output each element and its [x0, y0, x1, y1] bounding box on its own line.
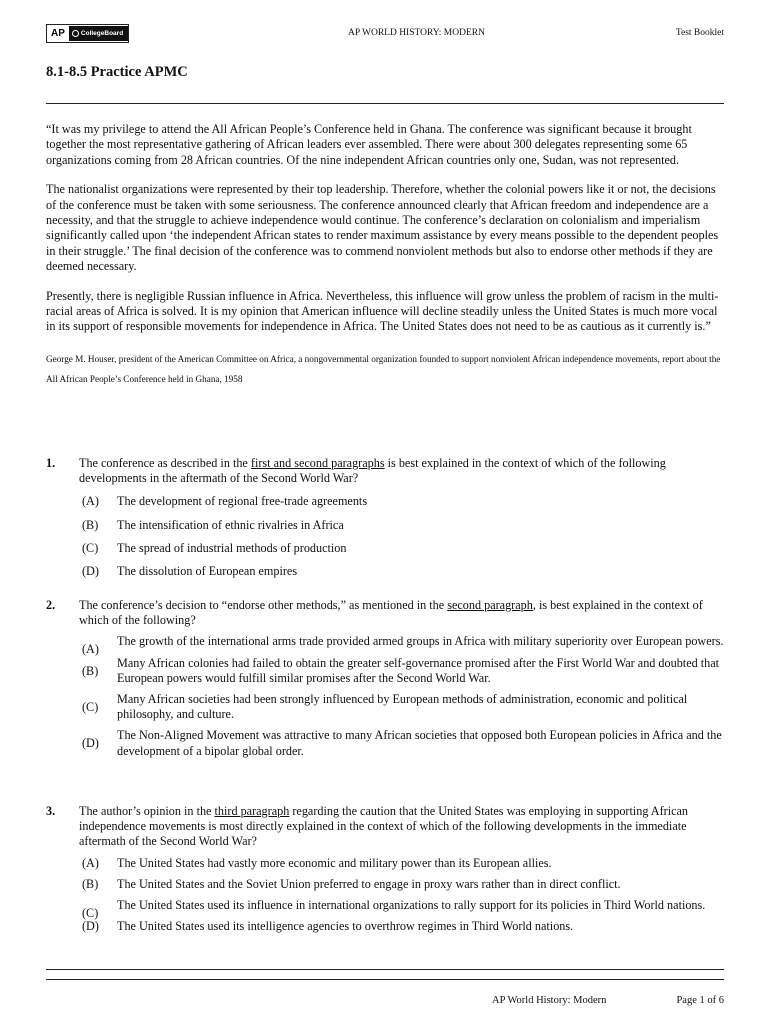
logo-ap-text: AP: [47, 26, 69, 41]
underlined-reference: second paragraph: [447, 598, 533, 612]
choice-d[interactable]: (D) The United States used its intelligence agencies to overthrow regimes in Third World nations.: [82, 919, 574, 934]
choice-b[interactable]: (B) Many African colonies had failed to obtain the greater self-governance promised after the First World War and doubted that European powers would fulfill similar promises after the Second World War.: [82, 655, 720, 685]
logo-cb-text: CollegeBoard: [80, 30, 124, 37]
underlined-reference: third paragraph: [214, 804, 290, 818]
choice-d[interactable]: (D) The Non-Aligned Movement was attractive to many African societies that opposed both European policies in Africa and the development of a bipolar global order.: [82, 728, 722, 758]
page-number: Page 1 of 6: [676, 995, 724, 1006]
choice-a[interactable]: (A) The growth of the international arms trade provided armed groups in Africa with military superiority over European powers.: [82, 634, 724, 657]
choice-c[interactable]: (C) The spread of industrial methods of production: [82, 540, 347, 555]
header-booklet: Test Booklet: [675, 28, 724, 38]
passage-paragraph-3: Presently, there is negligible Russian influence in Africa. Nevertheless, this influence will grow unless the problem of racism in the multi-racial areas of Africa is solved. It is my opinion that American influence will decline steadily unless the United States is much more vocal in its support of responsible movements for independence in Africa. The United States does not need to be as cautious as it currently is.”: [46, 288, 719, 334]
choice-b[interactable]: (B) The United States and the Soviet Union preferred to engage in proxy wars rather than in direct conflict.: [82, 876, 621, 891]
question-stem: The conference’s decision to “endorse other methods,” as mentioned in the second paragraph, is best explained in the context of which of the following?: [79, 598, 703, 628]
question-1: [46, 456, 724, 579]
question-stem: The author’s opinion in the third paragraph regarding the caution that the United States was employing in supporting African independence movements is most directly explained in the context of which of the following developments in the immediate aftermath of the Second World War?: [79, 804, 689, 849]
passage-source-citation: George M. Houser, president of the American Committee on Africa, a nongovernmental organization founded to support nonviolent African independence movements, report about the All African People’s Conference held in Ghana, 1958: [46, 353, 721, 384]
question-2: [46, 598, 724, 759]
acorn-icon: [72, 30, 79, 37]
ap-collegeboard-logo: [46, 24, 129, 43]
question-number: 1.: [46, 456, 56, 470]
footer-divider-bottom: [46, 979, 724, 980]
question-3: [46, 804, 724, 934]
question-stem: The conference as described in the first and second paragraphs is best explained in the context of which of the following developments in the aftermath of the Second World War?: [79, 456, 666, 486]
choice-a[interactable]: (A) The United States had vastly more economic and military power than its European allies.: [82, 855, 552, 870]
page-title: 8.1-8.5 Practice APMC: [46, 64, 188, 80]
page-header: [46, 24, 724, 42]
passage-paragraph-2: The nationalist organizations were represented by their top leadership. Therefore, whether the colonial powers like it or not, the decisions of the conference must be taken with some seriousness. The conference announced clearly that African freedom and independence are a necessity, and that the struggle to achieve independence would continue. The conference’s declaration on colonialism and imperialism significantly called upon ‘the independent African states to render maximum assistance by every means possible to the dependent peoples in their struggle.’ The final decision of the conference was to commend nonviolent methods but also to endorse other methods if they are deemed necessary.: [46, 182, 719, 274]
footer-subject: AP World History: Modern: [492, 995, 607, 1006]
question-number: 3.: [46, 804, 56, 818]
choice-b[interactable]: (B) The intensification of ethnic rivalries in Africa: [82, 517, 344, 532]
choice-c[interactable]: (C) Many African societies had been strongly influenced by European methods of administration, economic and political philosophy, and culture.: [82, 692, 688, 722]
footer-divider-top: [46, 969, 724, 970]
source-passage: [46, 122, 724, 403]
choice-c[interactable]: (C) The United States used its influence in international organizations to rally support for its policies in Third World nations.: [82, 898, 706, 921]
underlined-reference: first and second paragraphs: [250, 456, 385, 470]
passage-paragraph-1: “It was my privilege to attend the All African People’s Conference held in Ghana. The conference was significant because it brought together the most representative gathering of African leaders ever assembled. There were about 300 delegates representing some 65 organizations coming from 28 African countries. Of the nine independent African countries only one, Sudan, was not represented.: [46, 122, 692, 167]
header-subject: AP WORLD HISTORY: MODERN: [348, 28, 485, 38]
logo-collegeboard: [69, 26, 128, 41]
choice-a[interactable]: (A) The development of regional free-trade agreements: [82, 494, 368, 509]
question-number: 2.: [46, 598, 56, 612]
choice-d[interactable]: (D) The dissolution of European empires: [82, 564, 298, 579]
title-divider: [46, 103, 724, 104]
